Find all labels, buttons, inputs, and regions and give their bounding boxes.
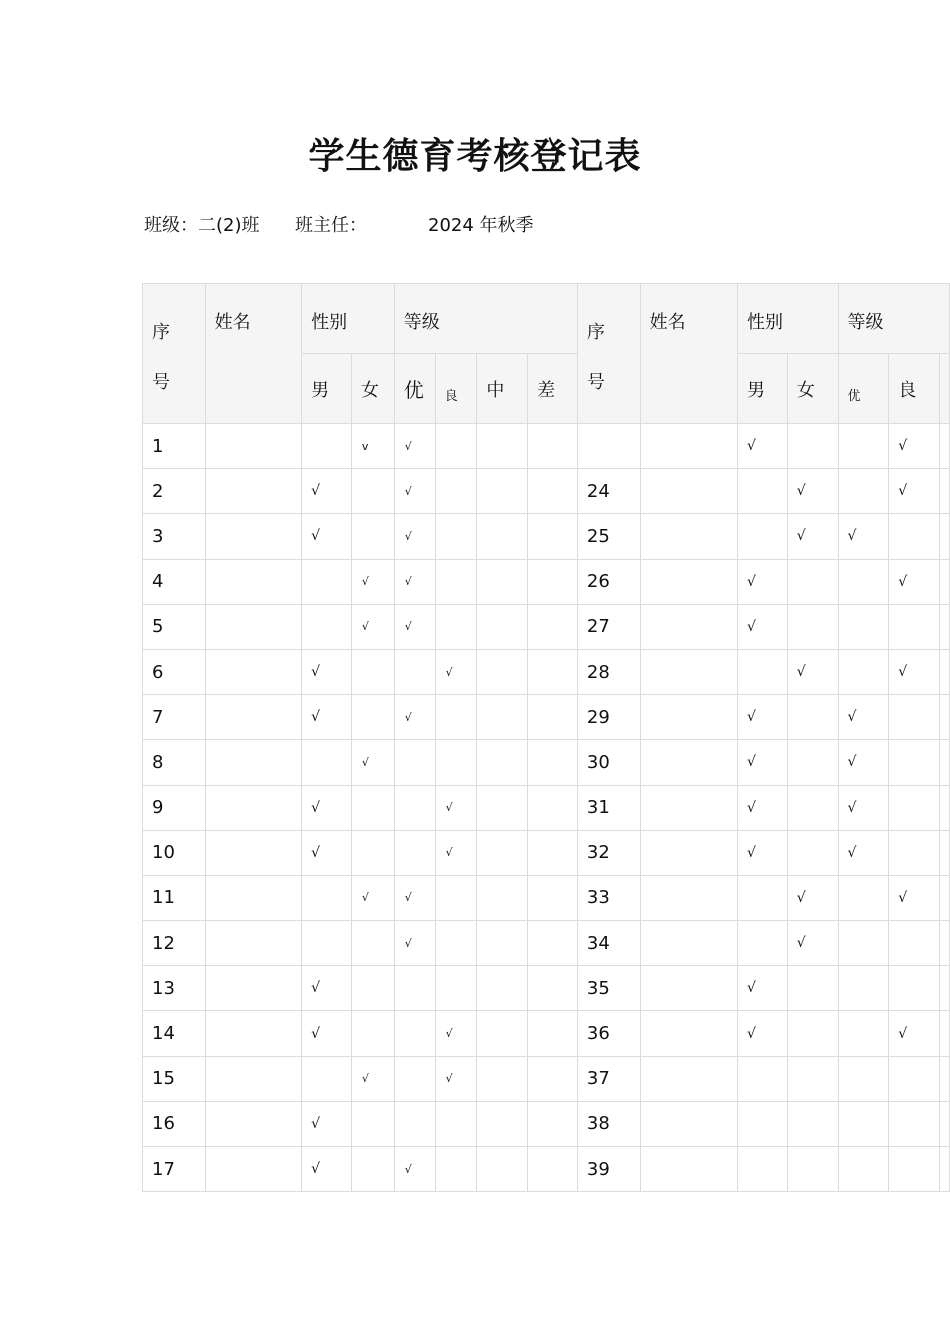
mark-cell: [477, 830, 528, 875]
table-row: [143, 424, 950, 469]
header-female-right: 女: [787, 354, 838, 424]
mark-cell: √: [435, 830, 477, 875]
mark-cell: [302, 740, 352, 785]
table-row: [143, 875, 950, 920]
mark-cell: [351, 1011, 394, 1056]
mark-cell: [435, 1101, 477, 1146]
mark-cell: [787, 1101, 838, 1146]
mark-cell: √: [394, 921, 435, 966]
seq-cell: 1: [143, 424, 206, 469]
mark-cell: √: [394, 1147, 435, 1192]
mark-cell: √: [394, 604, 435, 649]
name-cell: [205, 514, 301, 559]
mark-cell: [787, 1147, 838, 1192]
name-cell: [205, 1101, 301, 1146]
cut-cell: [939, 1011, 949, 1056]
cut-cell: [939, 875, 949, 920]
table-row: [143, 604, 950, 649]
mark-cell: √: [787, 921, 838, 966]
mark-cell: [394, 740, 435, 785]
mark-cell: √: [738, 830, 788, 875]
table-row: [143, 649, 950, 694]
name-cell: [205, 604, 301, 649]
cut-cell: [939, 740, 949, 785]
mark-cell: √: [435, 649, 477, 694]
name-cell: [640, 604, 737, 649]
seq-cell: 31: [577, 785, 640, 830]
mark-cell: [838, 921, 889, 966]
mark-cell: [738, 875, 788, 920]
page-title: 学生德育考核登记表: [308, 135, 642, 177]
mark-cell: √: [302, 785, 352, 830]
header-good-left: 良: [435, 354, 477, 424]
mark-cell: [477, 514, 528, 559]
mark-cell: √: [889, 875, 940, 920]
mark-cell: [477, 1011, 528, 1056]
name-cell: [640, 469, 737, 514]
mark-cell: √: [302, 1147, 352, 1192]
header-seq-left: 序 号: [143, 284, 206, 424]
teacher-label: 班主任：: [295, 215, 367, 236]
mark-cell: √: [889, 424, 940, 469]
name-cell: [205, 921, 301, 966]
mark-cell: [477, 785, 528, 830]
mark-cell: [477, 966, 528, 1011]
mark-cell: √: [838, 830, 889, 875]
mark-cell: √: [394, 695, 435, 740]
seq-cell: 25: [577, 514, 640, 559]
header-gender-right: 性别: [738, 284, 839, 354]
mark-cell: [477, 1056, 528, 1101]
seq-cell: 35: [577, 966, 640, 1011]
seq-cell: 27: [577, 604, 640, 649]
mark-cell: √: [394, 514, 435, 559]
cut-cell: [939, 1101, 949, 1146]
mark-cell: [351, 695, 394, 740]
mark-cell: [787, 604, 838, 649]
name-cell: [640, 740, 737, 785]
mark-cell: [351, 1147, 394, 1192]
mark-cell: [528, 469, 578, 514]
header-grade-left: 等级: [394, 284, 577, 354]
mark-cell: [528, 1011, 578, 1056]
mark-cell: [528, 514, 578, 559]
mark-cell: [889, 921, 940, 966]
mark-cell: √: [787, 875, 838, 920]
mark-cell: [787, 785, 838, 830]
mark-cell: [435, 966, 477, 1011]
mark-cell: [738, 1101, 788, 1146]
mark-cell: [351, 514, 394, 559]
mark-cell: √: [302, 514, 352, 559]
table-row: [143, 695, 950, 740]
mark-cell: [302, 921, 352, 966]
mark-cell: [838, 649, 889, 694]
mark-cell: [477, 1101, 528, 1146]
mark-cell: [394, 830, 435, 875]
mark-cell: [889, 785, 940, 830]
mark-cell: √: [787, 469, 838, 514]
mark-cell: [787, 424, 838, 469]
mark-cell: [477, 695, 528, 740]
mark-cell: √: [738, 695, 788, 740]
name-cell: [640, 921, 737, 966]
mark-cell: √: [302, 966, 352, 1011]
cut-cell: [939, 559, 949, 604]
mark-cell: [351, 966, 394, 1011]
seq-cell: 11: [143, 875, 206, 920]
mark-cell: [528, 424, 578, 469]
cut-cell: [939, 785, 949, 830]
mark-cell: √: [394, 424, 435, 469]
mark-cell: [351, 469, 394, 514]
mark-cell: √: [738, 604, 788, 649]
mark-cell: [889, 514, 940, 559]
seq-cell: 36: [577, 1011, 640, 1056]
mark-cell: [838, 1056, 889, 1101]
mark-cell: [838, 1101, 889, 1146]
name-cell: [640, 1101, 737, 1146]
mark-cell: [889, 1101, 940, 1146]
cut-cell: [939, 966, 949, 1011]
mark-cell: [394, 1101, 435, 1146]
mark-cell: [394, 966, 435, 1011]
mark-cell: √: [889, 649, 940, 694]
header-poor-left: 差: [528, 354, 578, 424]
name-cell: [640, 966, 737, 1011]
mark-cell: [889, 740, 940, 785]
register-sheet: [142, 283, 950, 1194]
seq-cell: 24: [577, 469, 640, 514]
mark-cell: [889, 830, 940, 875]
cut-cell: [939, 830, 949, 875]
mark-cell: √: [787, 514, 838, 559]
mark-cell: √: [302, 830, 352, 875]
cut-cell: [939, 469, 949, 514]
seq-cell: 4: [143, 559, 206, 604]
name-cell: [205, 785, 301, 830]
cut-cell: [939, 695, 949, 740]
name-cell: [205, 695, 301, 740]
mark-cell: [351, 649, 394, 694]
cut-cell: [939, 649, 949, 694]
header-gender-left: 性别: [302, 284, 395, 354]
mark-cell: [302, 559, 352, 604]
mark-cell: [787, 1056, 838, 1101]
name-cell: [205, 649, 301, 694]
header-grade-right: 等级: [838, 284, 949, 354]
table-row: [143, 559, 950, 604]
cut-cell: [939, 604, 949, 649]
mark-cell: [477, 469, 528, 514]
mark-cell: √: [302, 1101, 352, 1146]
mark-cell: [351, 1101, 394, 1146]
mark-cell: [394, 649, 435, 694]
mark-cell: [477, 740, 528, 785]
mark-cell: [351, 830, 394, 875]
mark-cell: [738, 649, 788, 694]
mark-cell: [302, 1056, 352, 1101]
mark-cell: [302, 424, 352, 469]
mark-cell: [302, 604, 352, 649]
mark-cell: [435, 559, 477, 604]
mark-cell: √: [435, 1056, 477, 1101]
name-cell: [205, 1147, 301, 1192]
mark-cell: [738, 514, 788, 559]
mark-cell: √: [738, 1011, 788, 1056]
seq-cell: 32: [577, 830, 640, 875]
mark-cell: [477, 559, 528, 604]
mark-cell: [528, 649, 578, 694]
mark-cell: [394, 1011, 435, 1056]
mark-cell: √: [889, 1011, 940, 1056]
mark-cell: [838, 1011, 889, 1056]
name-cell: [205, 740, 301, 785]
name-cell: [640, 649, 737, 694]
mark-cell: [738, 1147, 788, 1192]
mark-cell: √: [351, 1056, 394, 1101]
seq-cell: 7: [143, 695, 206, 740]
mark-cell: √: [838, 740, 889, 785]
name-cell: [640, 424, 737, 469]
header-name-right: 姓名: [640, 284, 737, 424]
mark-cell: [528, 921, 578, 966]
mark-cell: √: [889, 559, 940, 604]
mark-cell: [838, 559, 889, 604]
mark-cell: [528, 604, 578, 649]
seq-cell: 29: [577, 695, 640, 740]
seq-cell: 13: [143, 966, 206, 1011]
seq-cell: 34: [577, 921, 640, 966]
header-name-left: 姓名: [205, 284, 301, 424]
mark-cell: [528, 785, 578, 830]
mark-cell: [435, 1147, 477, 1192]
cut-cell: [939, 1147, 949, 1192]
name-cell: [640, 514, 737, 559]
header-cut-right: [939, 354, 949, 424]
mark-cell: [528, 1101, 578, 1146]
mark-cell: √: [738, 559, 788, 604]
seq-cell: 2: [143, 469, 206, 514]
mark-cell: [528, 830, 578, 875]
mark-cell: [477, 604, 528, 649]
name-cell: [640, 1147, 737, 1192]
mark-cell: [477, 921, 528, 966]
mark-cell: √: [738, 424, 788, 469]
name-cell: [205, 1056, 301, 1101]
seq-cell: 10: [143, 830, 206, 875]
mark-cell: √: [351, 875, 394, 920]
table-row: [143, 921, 950, 966]
seq-cell: 16: [143, 1101, 206, 1146]
seq-cell: 5: [143, 604, 206, 649]
register-table: [142, 283, 950, 1192]
mark-cell: [889, 1147, 940, 1192]
table-row: [143, 740, 950, 785]
mark-cell: √: [351, 559, 394, 604]
name-cell: [640, 785, 737, 830]
cut-cell: [939, 424, 949, 469]
mark-cell: [838, 966, 889, 1011]
name-cell: [640, 830, 737, 875]
mark-cell: [787, 1011, 838, 1056]
mark-cell: √: [738, 966, 788, 1011]
mark-cell: [738, 921, 788, 966]
mark-cell: [889, 604, 940, 649]
mark-cell: [528, 1056, 578, 1101]
seq-cell: 14: [143, 1011, 206, 1056]
seq-cell: 38: [577, 1101, 640, 1146]
cut-cell: [939, 1056, 949, 1101]
mark-cell: [889, 695, 940, 740]
mark-cell: √: [838, 514, 889, 559]
mark-cell: [787, 740, 838, 785]
seq-cell: 17: [143, 1147, 206, 1192]
header-row-top: [143, 284, 950, 354]
mark-cell: √: [302, 649, 352, 694]
name-cell: [205, 875, 301, 920]
mark-cell: [787, 695, 838, 740]
mark-cell: √: [787, 649, 838, 694]
name-cell: [640, 695, 737, 740]
mark-cell: √: [435, 1011, 477, 1056]
mark-cell: [787, 830, 838, 875]
mark-cell: √: [302, 469, 352, 514]
mark-cell: [528, 740, 578, 785]
seq-cell: 39: [577, 1147, 640, 1192]
mark-cell: [528, 559, 578, 604]
mark-cell: √: [738, 740, 788, 785]
header-female-left: 女: [351, 354, 394, 424]
mark-cell: √: [394, 559, 435, 604]
seq-cell: 26: [577, 559, 640, 604]
name-cell: [205, 966, 301, 1011]
name-cell: [640, 1011, 737, 1056]
mark-cell: [838, 469, 889, 514]
seq-cell: 8: [143, 740, 206, 785]
mark-cell: [351, 921, 394, 966]
table-row: [143, 785, 950, 830]
header-excellent-left: 优: [394, 354, 435, 424]
mark-cell: [838, 424, 889, 469]
mark-cell: [787, 966, 838, 1011]
seq-cell: 12: [143, 921, 206, 966]
mark-cell: [394, 785, 435, 830]
table-row: [143, 966, 950, 1011]
mark-cell: [838, 1147, 889, 1192]
seq-cell: 33: [577, 875, 640, 920]
table-row: [143, 469, 950, 514]
cut-cell: [939, 514, 949, 559]
mark-cell: [302, 875, 352, 920]
mark-cell: [528, 966, 578, 1011]
mark-cell: [435, 875, 477, 920]
mark-cell: v: [351, 424, 394, 469]
mark-cell: [394, 1056, 435, 1101]
mark-cell: √: [394, 875, 435, 920]
name-cell: [640, 875, 737, 920]
mark-cell: √: [838, 695, 889, 740]
mark-cell: √: [889, 469, 940, 514]
seq-cell: [577, 424, 640, 469]
term-label: 2024 年秋季: [428, 215, 534, 236]
class-label: 班级：二(2)班: [144, 215, 260, 236]
mark-cell: [435, 740, 477, 785]
mark-cell: [528, 1147, 578, 1192]
header-male-left: 男: [302, 354, 352, 424]
seq-cell: 3: [143, 514, 206, 559]
mark-cell: √: [838, 785, 889, 830]
table-row: [143, 830, 950, 875]
header-good-right: 良: [889, 354, 940, 424]
seq-cell: 9: [143, 785, 206, 830]
mark-cell: [435, 921, 477, 966]
name-cell: [205, 830, 301, 875]
mark-cell: [528, 875, 578, 920]
table-row: [143, 1056, 950, 1101]
mark-cell: [351, 785, 394, 830]
seq-cell: 15: [143, 1056, 206, 1101]
header-seq-right: 序 号: [577, 284, 640, 424]
mark-cell: [435, 514, 477, 559]
name-cell: [640, 559, 737, 604]
name-cell: [205, 469, 301, 514]
mark-cell: [477, 649, 528, 694]
mark-cell: [528, 695, 578, 740]
mark-cell: √: [394, 469, 435, 514]
name-cell: [205, 1011, 301, 1056]
mark-cell: [435, 695, 477, 740]
mark-cell: [738, 469, 788, 514]
mark-cell: [738, 1056, 788, 1101]
name-cell: [205, 559, 301, 604]
mark-cell: [477, 1147, 528, 1192]
mark-cell: [477, 875, 528, 920]
mark-cell: [435, 424, 477, 469]
cut-cell: [939, 921, 949, 966]
seq-cell: 6: [143, 649, 206, 694]
mark-cell: [889, 966, 940, 1011]
seq-cell: 28: [577, 649, 640, 694]
mark-cell: [787, 559, 838, 604]
mark-cell: [838, 875, 889, 920]
mark-cell: √: [738, 785, 788, 830]
mark-cell: √: [302, 695, 352, 740]
mark-cell: [889, 1056, 940, 1101]
header-excellent-right: 优: [838, 354, 889, 424]
table-row: [143, 1011, 950, 1056]
table-row: [143, 1147, 950, 1192]
table-row: [143, 514, 950, 559]
seq-cell: 37: [577, 1056, 640, 1101]
header-medium-left: 中: [477, 354, 528, 424]
name-cell: [640, 1056, 737, 1101]
mark-cell: [435, 469, 477, 514]
mark-cell: [838, 604, 889, 649]
mark-cell: √: [351, 740, 394, 785]
mark-cell: √: [351, 604, 394, 649]
seq-cell: 30: [577, 740, 640, 785]
table-row: [143, 1101, 950, 1146]
mark-cell: √: [435, 785, 477, 830]
mark-cell: √: [302, 1011, 352, 1056]
mark-cell: [435, 604, 477, 649]
header-male-right: 男: [738, 354, 788, 424]
name-cell: [205, 424, 301, 469]
mark-cell: [477, 424, 528, 469]
